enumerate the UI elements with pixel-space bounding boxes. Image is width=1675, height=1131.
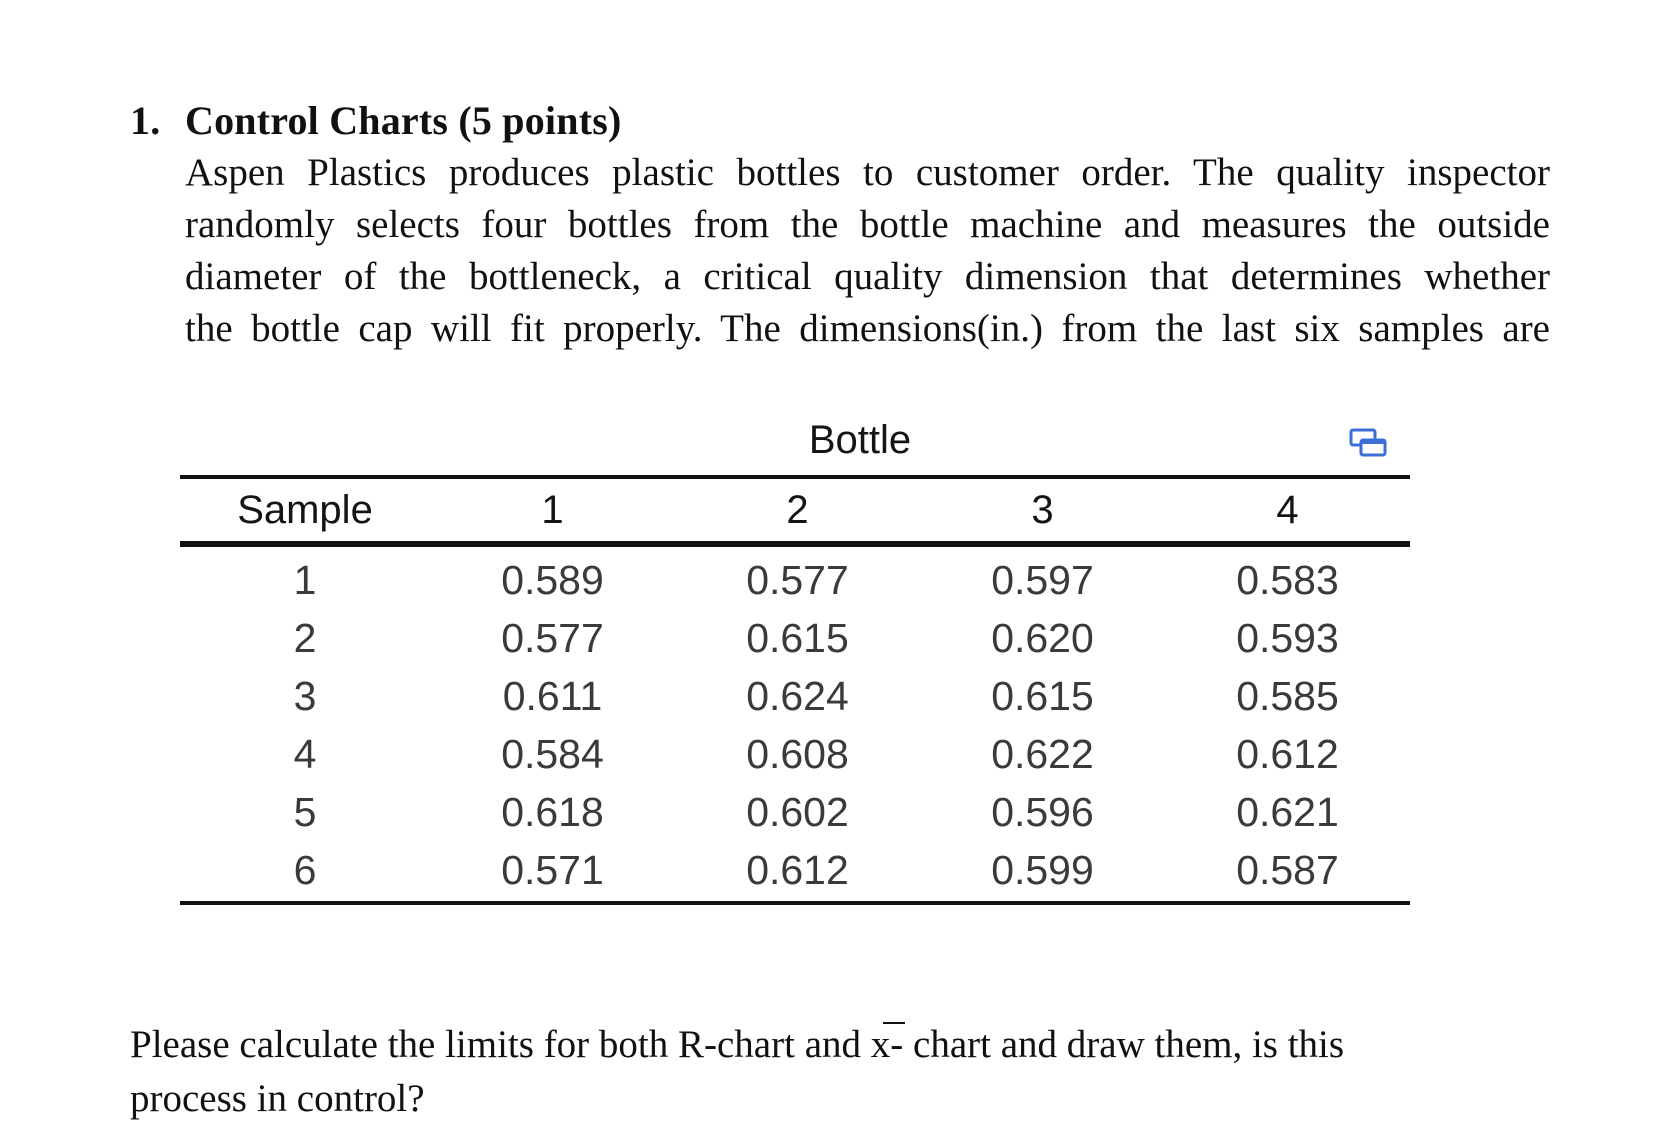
problem-number: 1. <box>130 98 161 143</box>
table-cell: 0.583 <box>1236 557 1339 603</box>
sample-number-cell: 6 <box>180 841 430 903</box>
sample-number-cell: 3 <box>293 673 317 719</box>
table-cell: 0.615 <box>746 615 849 661</box>
problem-body-line: Aspen Plastics produces plastic bottles to customer order. The quality inspector <box>185 151 1550 194</box>
table-cell: 0.621 <box>1236 789 1339 835</box>
data-table <box>180 475 1410 905</box>
bottle-data-table <box>180 415 1410 905</box>
table-cell: 0.597 <box>991 557 1094 603</box>
column-header-bottle-2: 2 <box>675 477 920 544</box>
table-cell: 0.612 <box>675 841 920 903</box>
bottle-group-label: Bottle <box>808 418 912 462</box>
table-header-row <box>180 477 1410 544</box>
question-line-2: process in control? <box>130 1077 425 1120</box>
table-cell: 0.618 <box>501 789 604 835</box>
table-cell: 0.577 <box>501 615 604 661</box>
table-cell: 0.599 <box>920 841 1165 903</box>
table-cell: 0.615 <box>991 673 1094 719</box>
table-cell: 0.620 <box>991 615 1094 661</box>
problem-body <box>185 147 1550 355</box>
copy-table-icon[interactable] <box>1348 427 1388 461</box>
table-row <box>180 841 1410 903</box>
problem-heading <box>130 95 1550 147</box>
problem-title: Control Charts (5 points) <box>185 98 622 143</box>
problem-block <box>130 95 1550 355</box>
table-cell: 0.577 <box>746 557 849 603</box>
table-cell: 0.622 <box>991 731 1094 777</box>
table-row <box>180 609 1410 667</box>
column-header-sample: Sample <box>180 477 430 544</box>
sample-number-cell: 5 <box>293 789 317 835</box>
table-cell: 0.596 <box>991 789 1094 835</box>
table-cell: 0.589 <box>501 557 604 603</box>
question-part-1: Please calculate the limits for both R-chart and <box>130 1023 871 1066</box>
table-cell: 0.584 <box>501 731 604 777</box>
table-cell: 0.612 <box>1236 731 1339 777</box>
table-row <box>180 544 1410 609</box>
table-group-header <box>180 415 1410 475</box>
table-cell: 0.593 <box>1236 615 1339 661</box>
table-cell: 0.602 <box>746 789 849 835</box>
question-text <box>130 1018 1450 1126</box>
table-row <box>180 667 1410 725</box>
table-cell: 0.571 <box>430 841 675 903</box>
xbar-symbol: x- <box>871 1018 904 1072</box>
table-row <box>180 725 1410 783</box>
sample-number-cell: 1 <box>293 557 317 603</box>
column-header-bottle-3: 3 <box>920 477 1165 544</box>
table-cell: 0.587 <box>1165 841 1410 903</box>
table-cell: 0.624 <box>746 673 849 719</box>
table-cell: 0.585 <box>1236 673 1339 719</box>
table-cell: 0.608 <box>746 731 849 777</box>
sample-number-cell: 2 <box>293 615 317 661</box>
table-cell: 0.611 <box>502 673 603 719</box>
problem-body-line: the bottle cap will fit properly. The dimensions(in.) from the last six samples are <box>185 307 1550 350</box>
problem-body-line: diameter of the bottleneck, a critical quality dimension that determines whether <box>185 255 1550 298</box>
table-row <box>180 783 1410 841</box>
question-part-2: chart and draw them, is this <box>903 1023 1345 1066</box>
column-header-bottle-1: 1 <box>430 477 675 544</box>
problem-body-line: randomly selects four bottles from the bottle machine and measures the outside <box>185 203 1550 246</box>
sample-number-cell: 4 <box>293 731 317 777</box>
column-header-bottle-4: 4 <box>1165 477 1410 544</box>
